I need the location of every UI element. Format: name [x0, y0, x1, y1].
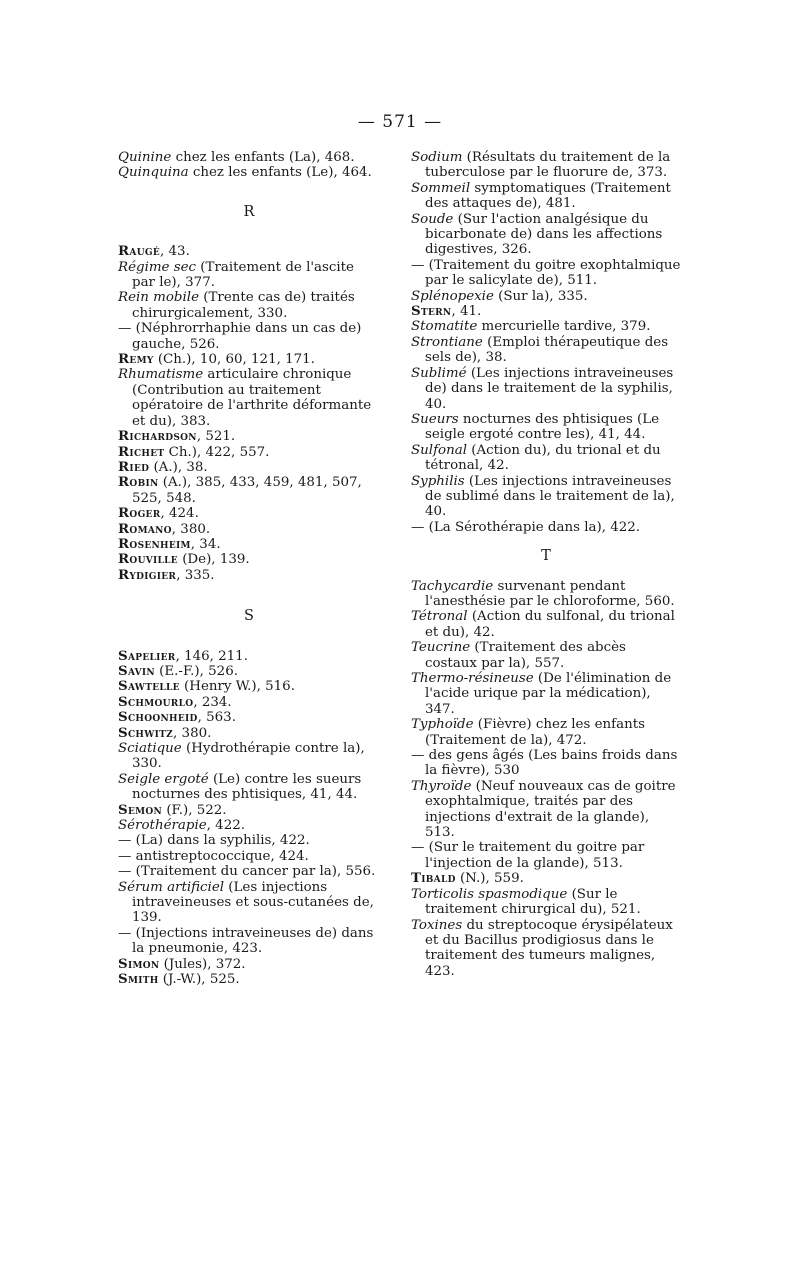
index-entry [411, 520, 681, 535]
entry-text: (J.-W.), 525. [158, 972, 240, 988]
entry-heading: Soude [411, 211, 454, 227]
entry-text: (Traitement des abcès costaux par la), 557. [425, 640, 626, 671]
entry-heading: Sawtelle [118, 678, 180, 695]
index-entry [411, 289, 681, 304]
index-entry [118, 833, 380, 848]
entry-text: , 424. [160, 506, 199, 522]
entry-heading: Thermo-résineuse [411, 671, 534, 686]
index-entry [118, 880, 380, 926]
entry-heading: Splénopexie [411, 288, 494, 304]
index-entry [118, 552, 380, 567]
entry-text: — (Traitement du goitre exophtalmique par le salicylate de), 511. [411, 257, 681, 289]
entry-heading: Rouville [118, 551, 178, 568]
index-entry [118, 321, 380, 352]
entry-heading: Torticolis spasmodique [411, 886, 568, 902]
entry-heading: Robin [118, 474, 159, 491]
entry-text: , 43. [160, 244, 190, 260]
entry-text: (Action du sulfonal, du trional et du), 42. [425, 609, 675, 640]
entry-text: — (La Sérothérapie dans la), 422. [411, 519, 641, 535]
index-entry [411, 474, 681, 520]
entry-text: , 146, 211. [175, 648, 248, 664]
index-entry [118, 864, 380, 879]
entry-text: articulaire chronique (Contribution au traitement opératoire de l'arthrite déformante et du), 383. [132, 367, 372, 429]
index-entry [118, 649, 380, 664]
index-entry [118, 710, 380, 725]
index-entry [411, 871, 681, 886]
index-entry [411, 887, 681, 918]
index-entry [411, 748, 681, 779]
entry-text: (De), 139. [177, 552, 250, 568]
entry-text: (Sur le traitement chirurgical du), 521. [425, 886, 641, 918]
entry-heading: Rein mobile [118, 290, 199, 306]
index-entry [411, 640, 681, 671]
index-entry [118, 475, 380, 506]
entry-heading: Rhumatisme [118, 367, 204, 383]
entry-heading: Semon [118, 801, 163, 818]
entry-heading: Quinquina [118, 165, 189, 181]
entry-text: Ch.), 422, 557. [164, 444, 270, 460]
entry-text: , 34. [190, 536, 221, 552]
index-entry [118, 429, 380, 444]
index-entry [118, 695, 380, 710]
index-entry [118, 290, 380, 321]
entry-heading: Régime sec [118, 259, 197, 275]
entry-heading: Sublimé [411, 365, 467, 381]
entry-heading: Schoonheid [118, 709, 198, 726]
entry-heading: Thyroïde [411, 778, 472, 794]
entry-heading: Romano [118, 520, 172, 537]
index-entry [411, 181, 681, 212]
entry-text: (F.), 522. [162, 802, 227, 818]
page-number: — 571 — [357, 112, 443, 132]
entry-heading: Schmourlo [118, 693, 194, 710]
index-entry [411, 609, 681, 640]
index-entry [411, 150, 681, 181]
index-entry [118, 818, 380, 833]
index-entry [411, 304, 681, 319]
index-entry [118, 849, 380, 864]
entry-heading: Sérum artificiel [118, 879, 225, 895]
entry-text: (A.), 38. [149, 459, 208, 475]
entry-text: (A.), 385, 433, 459, 481, 507, 525, 548. [132, 475, 362, 506]
entry-heading: Tétronal [411, 609, 468, 625]
entry-heading: Rosenheim [118, 535, 191, 552]
index-entry [411, 443, 681, 474]
entry-heading: Stern [411, 303, 452, 320]
entry-text: (Les injections intraveineuses de sublimé dans le traitement de la), 40. [425, 473, 675, 520]
entry-text: , 422. [206, 818, 245, 834]
entry-heading: Seigle ergoté [118, 771, 209, 787]
index-entry [118, 679, 380, 694]
entry-text: (Jules), 372. [159, 956, 246, 972]
index-entry [118, 926, 380, 957]
entry-heading: Sommeil [411, 180, 471, 196]
entry-heading: Sérothérapie [118, 818, 207, 834]
entry-heading: Roger [118, 505, 161, 522]
section-letter: S [244, 608, 254, 625]
entry-text: survenant pendant l'anesthésie par le chloroforme, 560. [425, 578, 675, 609]
index-entry [411, 412, 681, 443]
entry-text: — (Sur le traitement du goitre par l'injection de la glande), 513. [411, 840, 645, 871]
entry-heading: Tibald [411, 870, 456, 887]
entry-heading: Sapelier [118, 647, 176, 664]
index-entry [118, 445, 380, 460]
entry-text: (Sur la), 335. [493, 288, 588, 304]
index-entry [118, 568, 380, 583]
index-entry [118, 260, 380, 291]
index-entry [411, 779, 681, 841]
entry-text: (Ch.), 10, 60, 121, 171. [153, 352, 315, 368]
entry-text: — antistreptococcique, 424. [118, 848, 309, 864]
index-entry [118, 772, 380, 803]
entry-text: (Résultats du traitement de la tuberculose par le fluorure de, 373. [425, 150, 671, 181]
entry-text: , 335. [176, 567, 215, 583]
entry-text: (Les injections intraveineuses et sous-cutanées de, 139. [132, 879, 374, 926]
index-entry [411, 366, 681, 412]
entry-heading: Ried [118, 458, 150, 475]
index-entry [411, 335, 681, 366]
entry-text: (Sur l'action analgésique du bicarbonate de) dans les affections digestives, 326. [425, 211, 663, 258]
entry-text: mercurielle tardive, 379. [477, 319, 651, 335]
index-entry [118, 460, 380, 475]
entry-text: (Henry W.), 516. [179, 679, 295, 695]
index-entry [118, 537, 380, 552]
entry-text: du streptocoque érysipélateux et du Bacillus prodigiosus dans le traitement des tumeurs malignes, 423. [425, 917, 673, 979]
entry-text: (N.), 559. [455, 871, 524, 887]
entry-heading: Teucrine [411, 640, 471, 656]
index-entry [118, 957, 380, 972]
entry-heading: Sodium [411, 150, 463, 165]
index-entry [411, 579, 681, 610]
index-entry [118, 150, 380, 165]
entry-heading: Richardson [118, 428, 197, 445]
entry-text: (Fièvre) chez les enfants (Traitement de la), 472. [425, 717, 645, 748]
entry-heading: Remy [118, 351, 154, 368]
index-entry [118, 244, 380, 259]
entry-text: , 563. [197, 710, 236, 726]
index-entry [411, 671, 681, 717]
entry-heading: Tachycardie [411, 578, 494, 594]
entry-heading: Stomatite [411, 319, 478, 335]
entry-text: , 41. [451, 304, 482, 320]
entry-text: nocturnes des phtisiques (Le seigle ergoté contre les), 41, 44. [425, 411, 660, 443]
entry-text: — (Néphrorrhaphie dans un cas de) gauche, 526. [118, 321, 362, 352]
right-column [411, 150, 681, 979]
left-column [118, 150, 380, 988]
entry-text: — des gens âgés (Les bains froids dans la fièvre), 530 [411, 748, 678, 779]
index-entry [118, 506, 380, 521]
index-entry [411, 717, 681, 748]
index-entry [411, 319, 681, 334]
entry-text: (Les injections intraveineuses de) dans le traitement de la syphilis, 40. [425, 365, 674, 412]
entry-text: (Neuf nouveaux cas de goitre exophtalmique, traités par des injections d'extrait de la glande), 513. [425, 778, 676, 841]
entry-heading: Raugé [118, 243, 161, 260]
index-entry [411, 258, 681, 289]
entry-heading: Rydigier [118, 566, 177, 583]
entry-heading: Toxines [411, 917, 463, 933]
index-entry [118, 165, 380, 180]
entry-text: chez les enfants (La), 468. [171, 150, 355, 165]
entry-text: (Trente cas de) traités chirurgicalement, 330. [132, 290, 355, 321]
entry-heading: Schwitz [118, 724, 174, 741]
entry-text: (Emploi thérapeutique des sels de), 38. [425, 334, 669, 366]
entry-heading: Savin [118, 662, 155, 679]
entry-text: — (Traitement du cancer par la), 556. [118, 864, 376, 880]
index-entry [118, 664, 380, 679]
entry-heading: Richet [118, 443, 165, 460]
index-entry [118, 803, 380, 818]
index-entry [118, 741, 380, 772]
index-entry [118, 352, 380, 367]
index-entry [118, 522, 380, 537]
entry-text: (Hydrothérapie contre la), 330. [132, 741, 365, 772]
index-entry [411, 840, 681, 871]
index-entry [118, 367, 380, 429]
section-letter: T [541, 548, 551, 565]
entry-text: chez les enfants (Le), 464. [188, 165, 372, 181]
entry-text: — (Injections intraveineuses de) dans la pneumonie, 423. [118, 925, 374, 957]
entry-heading: Sciatique [118, 741, 182, 756]
entry-text: , 380. [173, 725, 212, 741]
index-entry [411, 212, 681, 258]
entry-text: (Traitement de l'ascite par le), 377. [132, 259, 354, 291]
section-letter: R [243, 203, 255, 220]
entry-text: (Action du), du trional et du tétronal, 42. [425, 442, 661, 474]
entry-text: , 234. [193, 694, 232, 710]
entry-heading: Smith [118, 971, 159, 988]
entry-heading: Sueurs [411, 411, 459, 427]
entry-text: (E.-F.), 526. [154, 663, 238, 679]
entry-text: — (La) dans la syphilis, 422. [118, 833, 310, 849]
entry-heading: Typhoïde [411, 717, 474, 733]
entry-text: (De l'élimination de l'acide urique par la médication), 347. [425, 671, 672, 717]
entry-text: , 380. [171, 521, 211, 537]
index-entry [118, 726, 380, 741]
index-entry [118, 972, 380, 987]
entry-heading: Strontiane [411, 334, 483, 350]
index-entry [411, 918, 681, 980]
entry-heading: Quinine [118, 150, 172, 165]
entry-heading: Sulfonal [411, 442, 467, 458]
entry-heading: Syphilis [411, 473, 465, 489]
entry-text: (Le) contre les sueurs nocturnes des phtisiques, 41, 44. [132, 771, 362, 803]
entry-text: , 521. [196, 429, 236, 445]
entry-text: symptomatiques (Traitement des attaques de), 481. [425, 180, 671, 212]
entry-heading: Simon [118, 955, 160, 972]
